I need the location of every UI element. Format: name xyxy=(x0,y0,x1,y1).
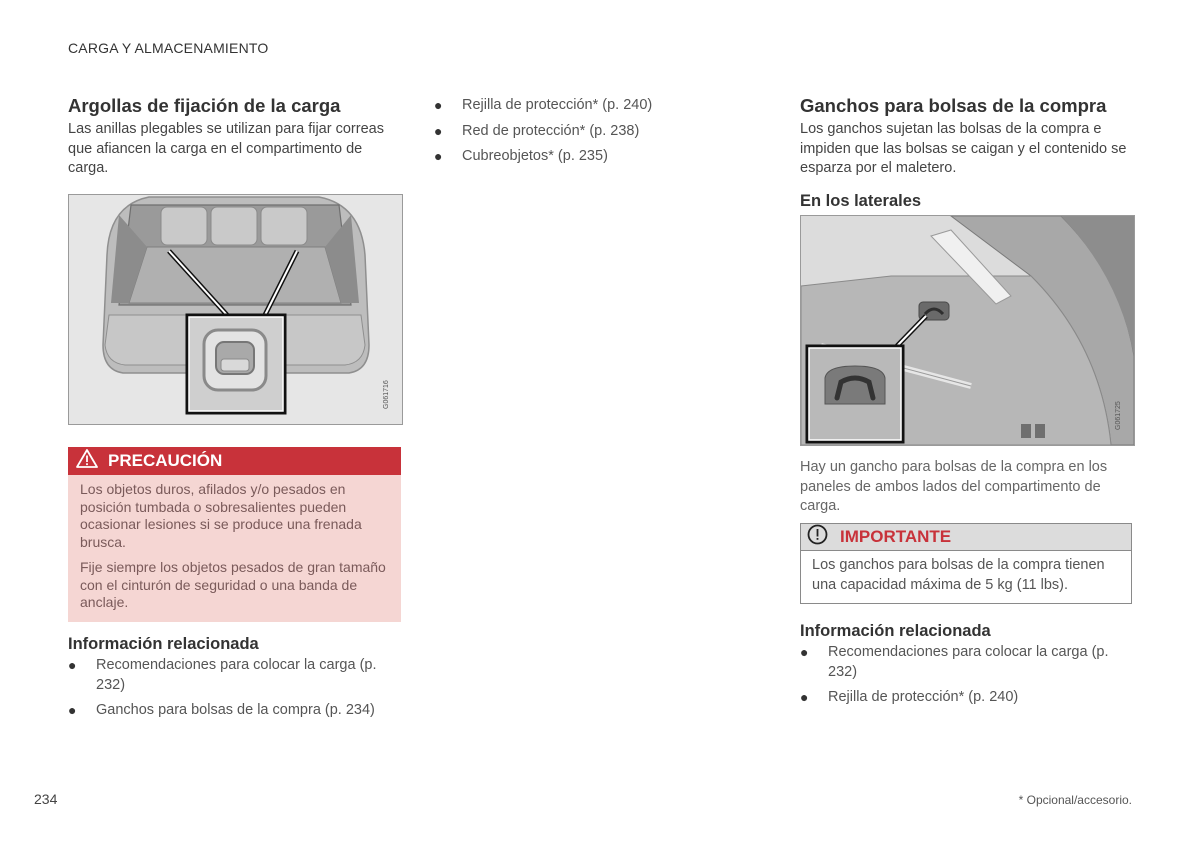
caution-header xyxy=(68,447,401,475)
related-link[interactable]: ● Cubreobjetos* (p. 235) xyxy=(434,147,764,167)
section-header: CARGA Y ALMACENAMIENTO xyxy=(68,40,269,56)
bag-hooks-figure xyxy=(800,215,1135,446)
cargo-rings-intro: Las anillas plegables se utilizan para fijar correas que afiancen la carga en el compartimento de carga. xyxy=(68,121,384,176)
bullet-icon: ● xyxy=(434,148,443,164)
related-list-middle xyxy=(434,96,764,173)
related-link[interactable]: ● Recomendaciones para colocar la carga (p. 232) xyxy=(800,644,1109,680)
caution-text-1: Los objetos duros, afilados y/o pesados en posición tumbada o sobresalientes pueden ocasionar lesiones si se produce una frenada brusca. xyxy=(80,481,362,550)
related-info-title-right: Información relacionada xyxy=(800,622,991,640)
bag-hooks-intro: Los ganchos sujetan las bolsas de la compra e impiden que las bolsas se caigan y el contenido se esparza por el maletero. xyxy=(800,121,1127,176)
bullet-icon: ● xyxy=(800,644,809,660)
warning-triangle-icon xyxy=(76,449,98,473)
figure-code: G061725 xyxy=(1115,401,1122,430)
bullet-icon: ● xyxy=(800,689,809,705)
bag-hooks-description: Hay un gancho para bolsas de la compra en los paneles de ambos lados del compartimento de carga. xyxy=(800,459,1108,514)
figure-code: G061716 xyxy=(383,380,390,409)
related-link[interactable]: ● Rejilla de protección* (p. 240) xyxy=(800,688,1130,708)
subsection-title-sides: En los laterales xyxy=(800,192,922,210)
section-title-cargo-rings: Argollas de fijación de la carga xyxy=(68,95,341,116)
page-number: 234 xyxy=(34,791,58,807)
section-title-bag-hooks: Ganchos para bolsas de la compra xyxy=(800,95,1107,116)
caution-box xyxy=(68,447,401,622)
related-info-title-left: Información relacionada xyxy=(68,635,259,653)
bullet-icon: ● xyxy=(434,97,443,113)
bullet-icon: ● xyxy=(434,122,443,139)
important-box xyxy=(800,523,1132,604)
related-link[interactable]: ● Recomendaciones para colocar la carga (p. 232) xyxy=(68,657,377,693)
related-link[interactable]: ● Ganchos para bolsas de la compra (p. 234) xyxy=(68,701,398,721)
caution-label: PRECAUCIÓN xyxy=(108,451,223,470)
related-link[interactable]: ● Rejilla de protección* (p. 240) xyxy=(434,96,764,116)
bullet-icon: ● xyxy=(68,702,77,718)
side-panel-illustration xyxy=(801,216,1134,445)
caution-text-2: Fije siempre los objetos pesados de gran tamaño con el cinturón de seguridad o una banda de anclaje. xyxy=(80,559,386,610)
caution-body xyxy=(68,475,401,622)
related-list-right xyxy=(800,643,1130,714)
cargo-rings-figure xyxy=(68,194,403,425)
bullet-icon: ● xyxy=(68,657,77,673)
important-label: IMPORTANTE xyxy=(840,527,952,546)
related-link[interactable]: ● Red de protección* (p. 238) xyxy=(434,122,764,142)
exclamation-circle-icon xyxy=(807,524,828,550)
footnote: * Opcional/accesorio. xyxy=(1018,793,1132,807)
trunk-illustration xyxy=(69,195,402,424)
related-list-left xyxy=(68,656,398,727)
important-header xyxy=(800,523,1132,551)
important-text: Los ganchos para bolsas de la compra tienen una capacidad máxima de 5 kg (11 lbs). xyxy=(800,551,1132,604)
